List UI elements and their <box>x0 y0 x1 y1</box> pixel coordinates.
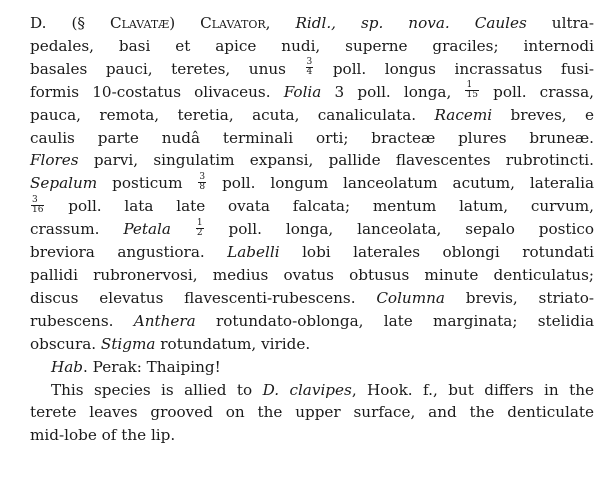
text-run: posticum <box>97 174 198 193</box>
small-caps-text: Clavatæ <box>109 14 170 32</box>
text-run: discus elevatus flavescenti-rubescens. <box>30 288 377 307</box>
fraction <box>306 58 314 77</box>
text-line <box>30 172 594 195</box>
italic-text: Petala <box>123 220 171 239</box>
text-run: poll. crassa, <box>479 82 594 101</box>
fraction-numerator: 3 <box>306 57 313 68</box>
text-line <box>30 218 594 241</box>
text-line <box>30 35 594 58</box>
habitat-line <box>30 356 594 379</box>
text-line <box>30 333 594 356</box>
text-run: poll. longa, lanceolata, sepalo postico <box>204 220 595 239</box>
text-run: parvi, singulatim expansi, pallide flavescentes rubrotincti. <box>78 151 594 170</box>
fraction-denominator: 15 <box>466 90 478 101</box>
fraction <box>465 81 478 100</box>
text-line <box>30 379 594 402</box>
text-run: D. (§ <box>30 14 110 32</box>
text-run: . Perak: Thaiping! <box>83 357 221 376</box>
fraction <box>198 173 206 192</box>
text-run: pedales, basi et apice nudi, superne graciles; internodi <box>30 36 594 55</box>
text-run: poll. longus incrassatus fusi- <box>314 59 595 78</box>
text-line <box>30 149 594 172</box>
italic-text: Sepalum <box>30 174 98 193</box>
text-line <box>30 241 594 264</box>
text-line <box>30 401 594 424</box>
italic-text: Hab <box>51 357 84 376</box>
text-line <box>30 287 594 310</box>
fraction-denominator: 8 <box>199 181 206 192</box>
text-run: formis 10-costatus olivaceus. <box>30 82 284 101</box>
text-line <box>30 127 594 150</box>
italic-text: D. clavipes <box>262 380 352 399</box>
italic-text: Labelli <box>227 243 280 262</box>
text-run: rotundato-oblonga, late marginata; stelidia <box>195 311 594 330</box>
text-run: , Hook. f., but differs in the <box>351 380 594 399</box>
text-run: brevis, striato- <box>444 288 594 307</box>
text-run <box>171 220 195 238</box>
text-run: obscura. <box>30 334 101 353</box>
fraction <box>196 219 204 238</box>
text-run <box>450 14 475 32</box>
text-run: crassum. <box>30 220 124 239</box>
fraction-numerator: 1 <box>196 217 203 228</box>
italic-text: Ridl., sp. nova. <box>295 14 450 32</box>
text-run: rotundatum, viride. <box>155 334 311 353</box>
text-line <box>30 12 594 35</box>
text-line <box>30 104 594 127</box>
italic-text: Folia <box>283 82 322 101</box>
fraction-numerator: 3 <box>31 196 44 206</box>
italic-text: Stigma <box>100 334 156 353</box>
italic-text: Flores <box>30 151 79 170</box>
fraction-numerator: 1 <box>465 81 478 91</box>
text-run: 3 poll. longa, <box>321 82 465 101</box>
text-line <box>30 264 594 287</box>
text-run: terete leaves grooved on the upper surface, and the denticulate <box>30 403 594 422</box>
text-run: pallidi rubronervosi, medius ovatus obtusus minute denticulatus; <box>30 265 594 284</box>
text-run: , <box>265 14 296 32</box>
text-run: basales pauci, teretes, unus <box>30 59 305 78</box>
text-line <box>30 195 594 218</box>
species-note <box>30 379 594 448</box>
italic-text: Columna <box>376 288 445 307</box>
fraction <box>31 196 44 215</box>
text-run: breves, e <box>492 105 595 124</box>
text-run: caulis parte nudâ terminali orti; bracteæ plures bruneæ. <box>30 128 594 147</box>
italic-text: Anthera <box>133 311 196 330</box>
italic-text: Racemi <box>434 105 493 124</box>
fraction-denominator: 2 <box>196 227 203 238</box>
text-run: mid-lobe of the lip. <box>30 426 176 445</box>
text-run: poll. longum lanceolatum acutum, lateralia <box>207 174 594 193</box>
text-line <box>30 81 594 104</box>
text-run: ultra- <box>526 14 594 32</box>
text-line <box>51 356 594 379</box>
text-line <box>30 58 594 81</box>
fraction-denominator: 4 <box>306 67 313 78</box>
fraction-numerator: 3 <box>199 171 206 182</box>
text-line <box>30 310 594 333</box>
text-run: lobi laterales oblongi rotundati <box>279 243 595 262</box>
small-caps-text: Clavator <box>200 14 266 32</box>
text-line <box>30 424 594 447</box>
text-run: ) <box>169 14 201 32</box>
fraction-denominator: 16 <box>32 204 44 215</box>
text-run: breviora angustiora. <box>30 243 228 262</box>
species-description <box>30 12 594 356</box>
text-run: rubescens. <box>30 311 134 330</box>
text-run: pauca, remota, teretia, acuta, canaliculata. <box>30 105 435 124</box>
text-run: This species is allied to <box>51 380 263 399</box>
italic-text: Caules <box>474 14 527 32</box>
text-run: poll. lata late ovata falcata; mentum latum, curvum, <box>45 197 594 216</box>
